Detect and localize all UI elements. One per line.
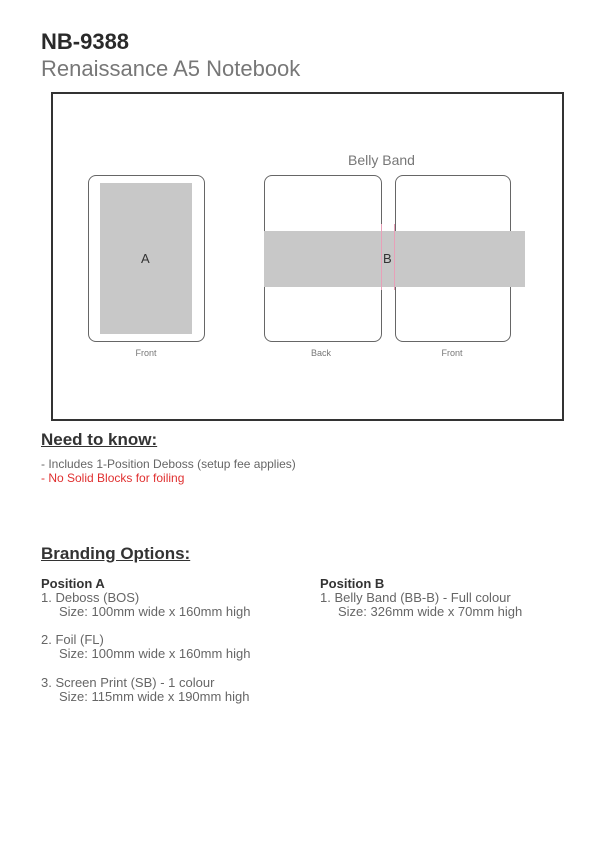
option-size: Size: 115mm wide x 190mm high (59, 689, 250, 704)
option-size: Size: 326mm wide x 70mm high (338, 604, 523, 619)
position-b-heading: Position B (320, 576, 385, 591)
area-b-label: B (383, 251, 392, 266)
note-no-solid-blocks: - No Solid Blocks for foiling (41, 471, 185, 485)
position-b-option-1 (320, 591, 522, 619)
option-size: Size: 100mm wide x 160mm high (59, 604, 251, 619)
back-view-label: Back (310, 348, 331, 358)
position-a-option-2 (41, 633, 250, 661)
position-a-heading: Position A (41, 576, 105, 591)
note-deboss: - Includes 1-Position Deboss (setup fee applies) (41, 457, 296, 471)
need-to-know-title: Need to know: (41, 430, 158, 449)
belly-band-title: Belly Band (348, 152, 415, 168)
position-a-option-3 (41, 676, 250, 704)
option-name: 1. Deboss (BOS) (41, 590, 140, 605)
option-name: 1. Belly Band (BB-B) - Full colour (320, 590, 511, 605)
front-view-label-left: Front (135, 348, 157, 358)
product-sku: NB-9388 (41, 29, 130, 54)
spine-line-right (394, 224, 395, 290)
option-name: 3. Screen Print (SB) - 1 colour (41, 675, 215, 690)
product-name: Renaissance A5 Notebook (41, 56, 301, 81)
branding-options-title: Branding Options: (41, 544, 191, 563)
spine-line-left (381, 224, 382, 290)
position-a-option-1 (41, 591, 250, 619)
option-size: Size: 100mm wide x 160mm high (59, 646, 251, 661)
area-a-label: A (141, 251, 150, 266)
front-view-label-right: Front (441, 348, 463, 358)
option-name: 2. Foil (FL) (41, 632, 104, 647)
